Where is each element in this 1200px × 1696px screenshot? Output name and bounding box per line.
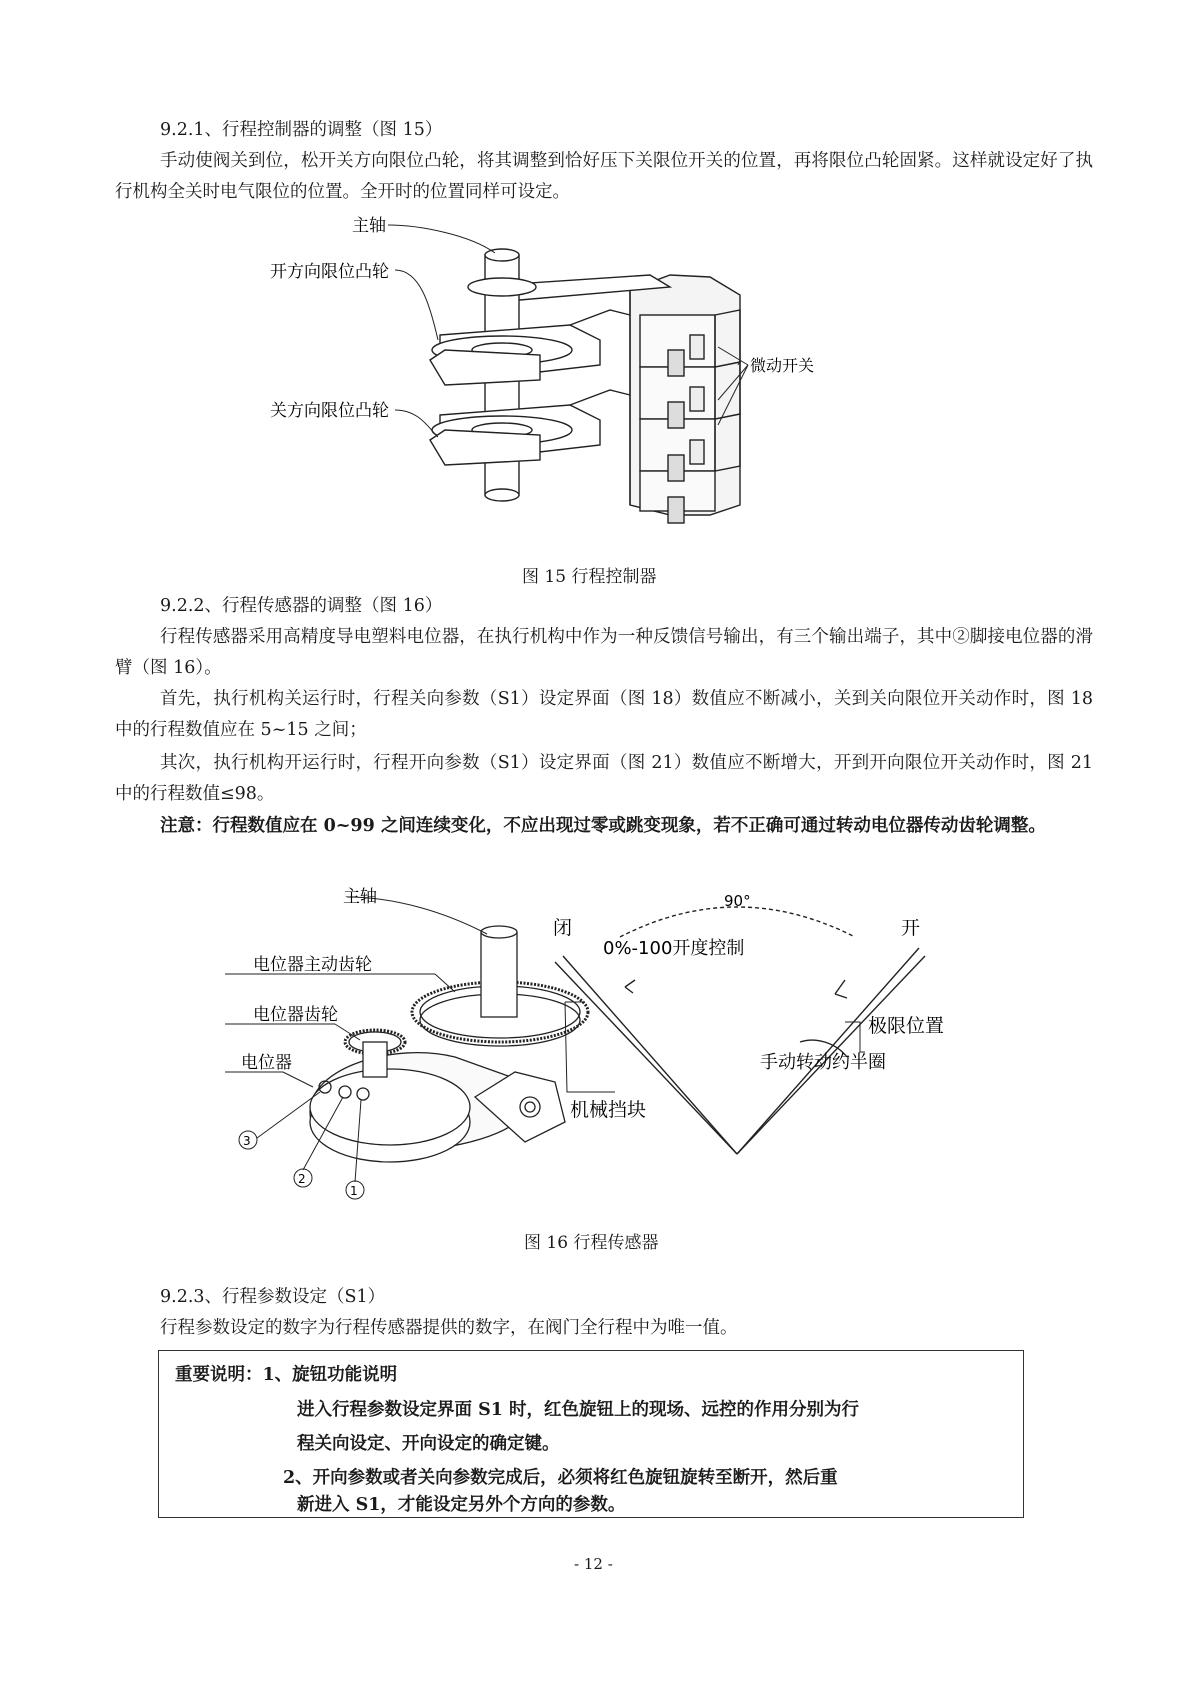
label-potentiometer: 电位器 (241, 1053, 292, 1073)
label-main-shaft: 主轴 (352, 216, 386, 236)
figure-15-travel-controller (270, 215, 930, 550)
notice-line-3: 2、开向参数或者关向参数完成后，必须将红色旋钮旋转至断开，然后重 (283, 1468, 838, 1488)
notice-line-2: 程关向设定、开向设定的确定键。 (297, 1434, 560, 1454)
section-9-2-2-note: 注意：行程数值应在 0~99 之间连续变化，不应出现过零或跳变现象，若不正确可通过转动电位器传动齿轮调整。 (160, 816, 1046, 836)
notice-line-4: 新进入 S1，才能设定另外个方向的参数。 (297, 1495, 626, 1515)
pin-1-label: 1 (350, 1184, 358, 1198)
range-label: 0%-100开度控制 (603, 938, 745, 959)
manual-rotation-label: 手动转动约半圈 (760, 1052, 886, 1073)
important-notice-box (158, 1350, 1024, 1518)
notice-title: 重要说明：1、旋钮功能说明 (175, 1365, 398, 1385)
angle-label: 90° (724, 892, 751, 910)
section-9-2-1-paragraph: 手动使阀关到位，松开关方向限位凸轮，将其调整到恰好压下关限位开关的位置，再将限位凸轮固紧。这样就设定好了执行机构全关时电气限位的位置。全开时的位置同样可设定。 (115, 151, 1093, 202)
section-9-2-2-paragraph-2: 首先，执行机构关运行时，行程关向参数（S1）设定界面（图 18）数值应不断减小，关到关向限位开关动作时，图 18 中的行程数值应在 5~15 之间； (115, 689, 1093, 740)
closed-label: 闭 (553, 917, 573, 939)
section-heading-9-2-1: 9.2.1、行程控制器的调整（图 15） (160, 120, 443, 140)
figure-16-travel-sensor (225, 882, 985, 1212)
limit-position-label: 极限位置 (868, 1015, 945, 1037)
label-micro-switch: 微动开关 (750, 356, 815, 375)
section-9-2-2-paragraph-1: 行程传感器采用高精度导电塑料电位器，在执行机构中作为一种反馈信号输出，有三个输出端子，其中②脚接电位器的滑臂（图 16）。 (115, 627, 1093, 678)
mechanical-stop-label: 机械挡块 (570, 1099, 647, 1121)
open-label: 开 (901, 917, 921, 939)
label-close-cam: 关方向限位凸轮 (270, 401, 389, 421)
figure-16-caption: 图 16 行程传感器 (524, 1233, 659, 1253)
page-number: - 12 - (574, 1555, 613, 1573)
section-heading-9-2-3: 9.2.3、行程参数设定（S1） (160, 1287, 386, 1307)
pin-2-label: 2 (298, 1172, 306, 1186)
pin-3-label: 3 (243, 1134, 251, 1148)
notice-line-1: 进入行程参数设定界面 S1 时，红色旋钮上的现场、远控的作用分别为行 (297, 1400, 859, 1420)
section-9-2-3-paragraph: 行程参数设定的数字为行程传感器提供的数字，在阀门全行程中为唯一值。 (160, 1318, 738, 1338)
section-9-2-2-paragraph-3: 其次，执行机构开运行时，行程开向参数（S1）设定界面（图 21）数值应不断增大，开到开向限位开关动作时，图 21 中的行程数值≤98。 (115, 753, 1093, 804)
figure-15-caption: 图 15 行程控制器 (522, 567, 657, 587)
label-open-cam: 开方向限位凸轮 (270, 262, 389, 282)
label-pot-gear: 电位器齿轮 (253, 1005, 338, 1025)
label-main-shaft-2: 主轴 (343, 887, 377, 907)
label-drive-gear: 电位器主动齿轮 (253, 955, 372, 975)
section-heading-9-2-2: 9.2.2、行程传感器的调整（图 16） (160, 596, 443, 616)
